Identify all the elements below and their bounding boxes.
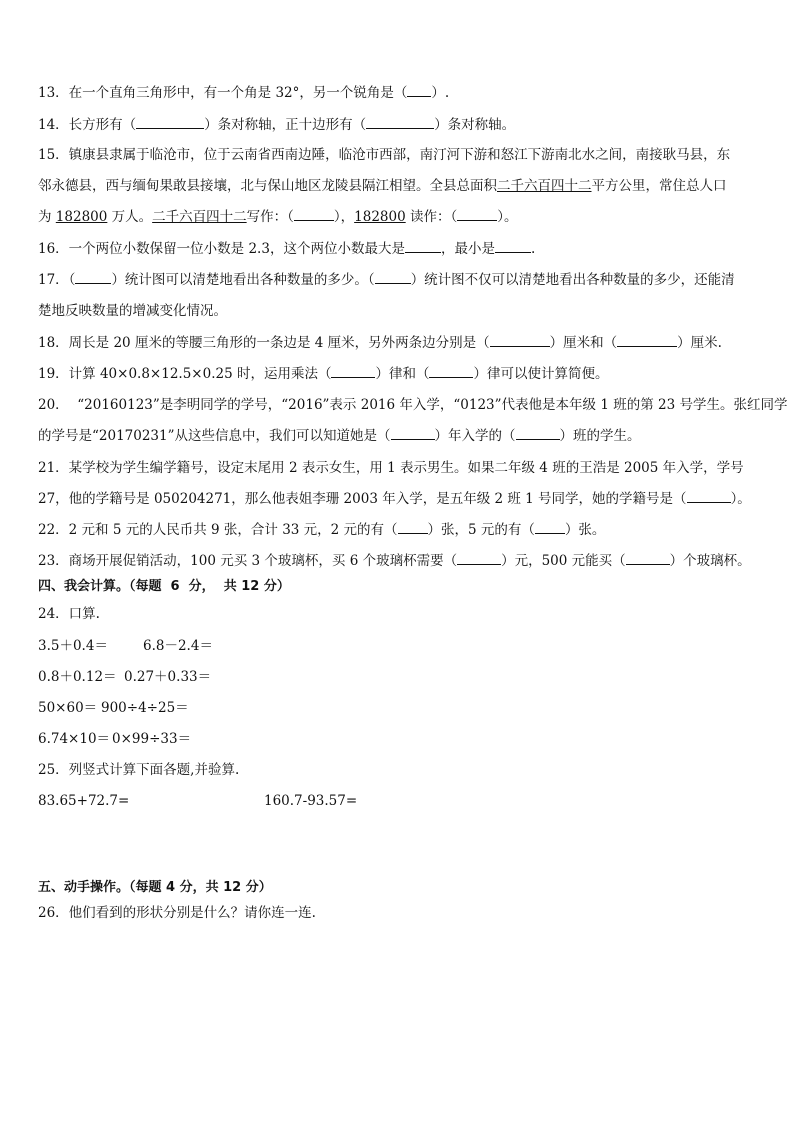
question-20-line-2: 的学号是“20170231”从这些信息中，我们可以知道她是（ ）年入学的（ ）班的学生。 — [38, 428, 641, 444]
answer-blank[interactable] — [398, 521, 428, 534]
answer-blank[interactable] — [391, 427, 435, 440]
question-13: 13．在一个直角三角形中，有一个角是 32°，另一个锐角是（ ）. — [38, 85, 450, 101]
answer-blank[interactable] — [617, 334, 677, 347]
calc-item: 6.8－2.4＝ — [143, 638, 213, 654]
answer-blank[interactable] — [294, 208, 334, 221]
question-17-line-1: 17．（ ）统计图可以清楚地看出各种数量的多少。（ ）统计图不仅可以清楚地看出各种数量的多少，还能清 — [38, 272, 735, 288]
answer-blank[interactable] — [331, 365, 375, 378]
calc-item: 83.65+72.7= — [38, 793, 130, 809]
section-4-heading: 四、我会计算。（每题 6 分， 共 12 分） — [38, 579, 290, 594]
question-15-line-2: 邻永德县，西与缅甸果敢县接壤，北与保山地区龙陵县隔江相望。全县总面积二千六百四十二平方公里，常住总人口 — [38, 178, 727, 194]
question-15-line-1: 15．镇康县隶属于临沧市，位于云南省西南边陲，临沧市西部，南汀河下游和怒江下游南北水之间，南接耿马县，东 — [38, 147, 731, 163]
answer-blank[interactable] — [687, 490, 731, 503]
question-18: 18．周长是 20 厘米的等腰三角形的一条边是 4 厘米，另外两条边分别是（ ）厘米和（ ）厘米. — [38, 335, 722, 351]
answer-blank[interactable] — [429, 365, 473, 378]
calc-item: 0×99÷33＝ — [112, 731, 192, 747]
calc-item: 0.8＋0.12＝ — [38, 669, 117, 685]
answer-blank[interactable] — [457, 552, 501, 565]
answer-blank[interactable] — [535, 521, 565, 534]
question-25-title: 25．列竖式计算下面各题,并验算. — [38, 762, 240, 778]
answer-blank[interactable] — [495, 240, 531, 253]
calc-item: 3.5＋0.4＝ — [38, 638, 108, 654]
calc-item: 160.7-93.57= — [264, 793, 358, 809]
question-14: 14．长方形有（ ）条对称轴，正十边形有（ ）条对称轴。 — [38, 117, 516, 133]
answer-blank[interactable] — [375, 271, 411, 284]
calc-item: 50×60＝ — [38, 700, 98, 716]
question-26-title: 26．他们看到的形状分别是什么？请你连一连. — [38, 905, 316, 921]
answer-blank[interactable] — [407, 84, 431, 97]
calc-item: 900÷4÷25＝ — [101, 700, 189, 716]
question-21-line-1: 21．某学校为学生编学籍号，设定末尾用 2 表示女生，用 1 表示男生。如果二年级 4 班的王浩是 2005 年入学，学号 — [38, 460, 744, 476]
answer-blank[interactable] — [516, 427, 560, 440]
question-19: 19．计算 40×0.8×12.5×0.25 时，运用乘法（ ）律和（ ）律可以使计算简便。 — [38, 366, 609, 382]
answer-blank[interactable] — [366, 116, 434, 129]
calc-item: 0.27＋0.33＝ — [124, 669, 212, 685]
question-20-line-1: 20． “20160123”是李明同学的学号，“2016”表示 2016 年入学，“0123”代表他是本年级 1 班的第 23 号学生。张红同学 — [38, 397, 788, 413]
answer-blank[interactable] — [405, 240, 441, 253]
question-15-line-3: 为 182800 万人。二千六百四十二写作：（ ），182800 读作：（ ）。 — [38, 209, 518, 225]
answer-blank[interactable] — [626, 552, 670, 565]
question-24-title: 24．口算. — [38, 606, 100, 622]
answer-blank[interactable] — [136, 116, 204, 129]
answer-blank[interactable] — [75, 271, 111, 284]
question-16: 16．一个两位小数保留一位小数是 2.3，这个两位小数最大是 ，最小是 . — [38, 241, 536, 257]
calc-item: 6.74×10＝ — [38, 731, 111, 747]
question-21-line-2: 27，他的学籍号是 050204271，那么他表姐李珊 2003 年入学，是五年级 2 班 1 号同学，她的学籍号是（ ）。 — [38, 491, 751, 507]
question-23: 23．商场开展促销活动，100 元买 3 个玻璃杯，买 6 个玻璃杯需要（ ）元，500 元能买（ ）个玻璃杯。 — [38, 553, 751, 569]
question-17-line-2: 楚地反映数量的增减变化情况。 — [38, 303, 227, 319]
question-22: 22．2 元和 5 元的人民币共 9 张，合计 33 元，2 元的有（ ）张，5 元的有（ ）张。 — [38, 522, 606, 538]
answer-blank[interactable] — [457, 208, 497, 221]
answer-blank[interactable] — [490, 334, 550, 347]
section-5-heading: 五、动手操作。（每题 4 分，共 12 分） — [38, 880, 272, 895]
